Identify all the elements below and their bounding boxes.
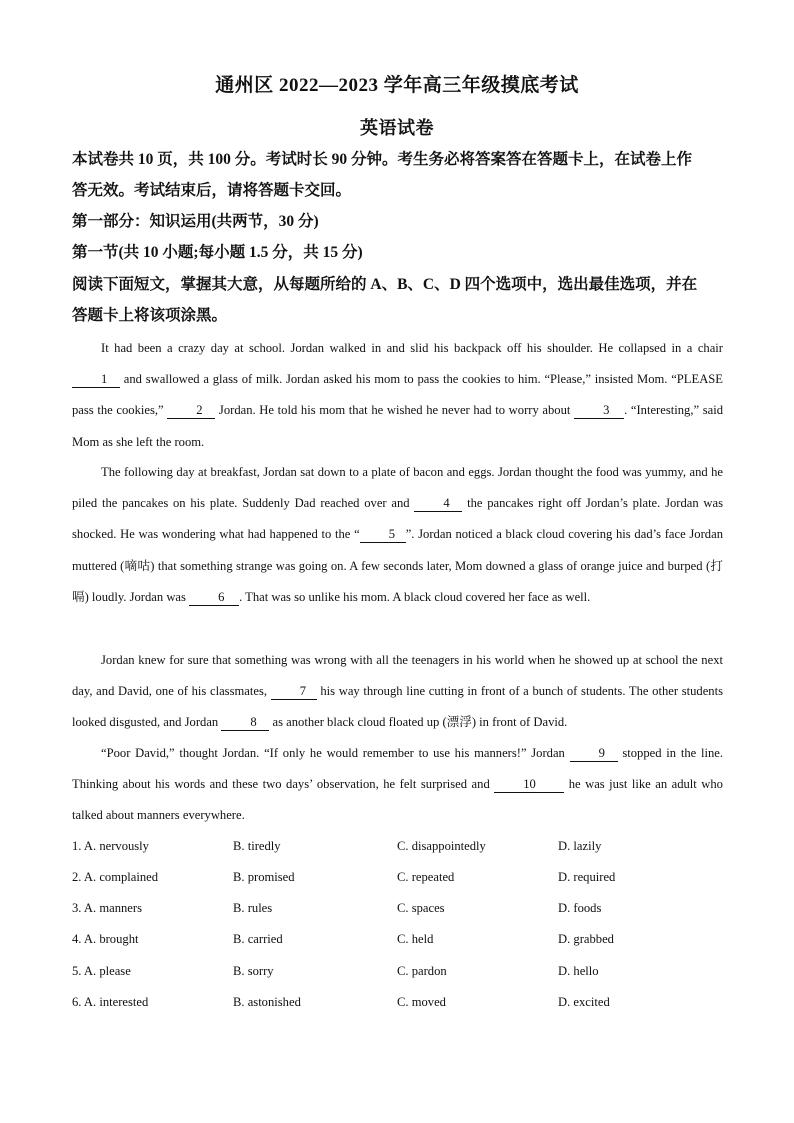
section-heading: 第一节(共 10 小题;每小题 1.5 分，共 15 分) — [72, 244, 363, 261]
blank-9[interactable]: 9 — [570, 745, 618, 762]
option-text: A. complained — [83, 870, 159, 884]
question-row — [72, 839, 732, 859]
question-2-option-c[interactable]: C. repeated — [397, 870, 455, 884]
part-heading: 第一部分：知识运用(共两节，30 分) — [72, 213, 319, 230]
exam-title: 通州区 2022—2023 学年高三年级摸底考试 — [215, 75, 579, 96]
question-number: 6. — [72, 995, 82, 1009]
blank-5[interactable]: 5 — [360, 526, 406, 543]
instruction-line-2: 答无效。考试结束后，请将答题卡交回。 — [72, 182, 352, 199]
blank-6[interactable]: 6 — [189, 589, 239, 606]
passage-text: ”. Jordan noticed a black cloud covering his dad’s face Jordan muttered (嘀咕) that something strange was going on. A few seconds later, Mom downed a glass of orange juice and burped (打嗝) loudly. Jordan was — [72, 527, 723, 604]
option-text: A. brought — [83, 932, 139, 946]
question-4-option-b[interactable]: B. carried — [233, 932, 283, 946]
question-3-option-c[interactable]: C. spaces — [397, 901, 445, 915]
instruction-line-1: 本试卷共 10 页，共 100 分。考试时长 90 分钟。考生务必将答案答在答题卡上，在试卷上作 — [72, 151, 693, 168]
passage-text: . That was so unlike his mom. A black cloud covered her face as well. — [239, 589, 591, 604]
question-1-option-b[interactable]: B. tiredly — [233, 839, 281, 853]
question-2-option-d[interactable]: D. required — [558, 870, 616, 884]
question-number: 3. — [72, 901, 82, 915]
question-number: 5. — [72, 964, 82, 978]
question-4-option-c[interactable]: C. held — [397, 932, 434, 946]
blank-3[interactable]: 3 — [574, 402, 624, 419]
passage-paragraph-2 — [72, 457, 723, 613]
question-3-option-a[interactable] — [72, 901, 142, 916]
question-1-option-c[interactable]: C. disappointedly — [397, 839, 486, 853]
question-6-option-a[interactable] — [72, 995, 148, 1010]
blank-10[interactable]: 10 — [494, 776, 564, 793]
passage-text: and swallowed a glass of milk. Jordan asked his mom to pass the cookies to him. “Please,” insisted Mom. “PLEASE pass the cookies,” — [72, 372, 723, 418]
blank-1[interactable]: 1 — [72, 371, 120, 388]
question-1-option-a[interactable] — [72, 839, 149, 854]
question-3-option-d[interactable]: D. foods — [558, 901, 602, 915]
passage-text: . “Interesting,” said Mom as she left the room. — [72, 403, 723, 449]
directions-line-2: 答题卡上将该项涂黑。 — [72, 307, 228, 324]
option-text: A. manners — [83, 901, 142, 915]
passage-paragraph-4 — [72, 738, 723, 832]
blank-8[interactable]: 8 — [221, 714, 269, 731]
question-row — [72, 932, 732, 952]
passage-text: “Poor David,” thought Jordan. “If only he would remember to use his manners!” Jordan — [101, 746, 570, 760]
passage-text: The following day at breakfast, Jordan sat down to a plate of bacon and eggs. Jordan thought the food was yummy, and he piled the pancakes on his plate. Suddenly Dad reached over and — [72, 465, 723, 511]
passage-text: It had been a crazy day at school. Jordan walked in and slid his backpack off his shoulder. He collapsed in a chair — [101, 341, 723, 355]
passage-text: as another black cloud floated up (漂浮) in front of David. — [269, 715, 568, 730]
question-5-option-d[interactable]: D. hello — [558, 964, 599, 978]
question-4-option-d[interactable]: D. grabbed — [558, 932, 614, 946]
question-6-option-c[interactable]: C. moved — [397, 995, 446, 1009]
blank-4[interactable]: 4 — [414, 495, 462, 512]
passage-paragraph-3 — [72, 645, 723, 739]
question-5-option-a[interactable] — [72, 964, 131, 979]
directions-line-1: 阅读下面短文，掌握其大意，从每题所给的 A、B、C、D 四个选项中，选出最佳选项，并在 — [72, 276, 698, 293]
option-text: A. nervously — [83, 839, 149, 853]
question-1-option-d[interactable]: D. lazily — [558, 839, 602, 853]
question-number: 4. — [72, 932, 82, 946]
passage-text: the pancakes right off Jordan’s plate. Jordan was shocked. He was wondering what had happened to the “ — [72, 496, 723, 542]
blank-2[interactable]: 2 — [167, 402, 215, 419]
passage-text: stopped in the line. Thinking about his words and these two days’ observation, he felt surprised and — [72, 746, 723, 792]
passage-text: he was just like an adult who talked about manners everywhere. — [72, 777, 723, 823]
question-row — [72, 870, 732, 890]
question-2-option-b[interactable]: B. promised — [233, 870, 295, 884]
passage-text: his way through line cutting in front of a bunch of students. The other students looked disgusted, and Jordan — [72, 684, 723, 730]
question-2-option-a[interactable] — [72, 870, 158, 885]
question-3-option-b[interactable]: B. rules — [233, 901, 273, 915]
passage-text: Jordan. He told his mom that he wished he never had to worry about — [215, 403, 575, 418]
question-number: 2. — [72, 870, 82, 884]
question-row — [72, 964, 732, 984]
question-row — [72, 995, 732, 1015]
question-6-option-d[interactable]: D. excited — [558, 995, 610, 1009]
question-row — [72, 901, 732, 921]
question-5-option-c[interactable]: C. pardon — [397, 964, 447, 978]
question-6-option-b[interactable]: B. astonished — [233, 995, 301, 1009]
option-text: A. interested — [83, 995, 149, 1009]
blank-7[interactable]: 7 — [271, 683, 317, 700]
option-text: A. please — [83, 964, 131, 978]
question-5-option-b[interactable]: B. sorry — [233, 964, 274, 978]
passage-text: Jordan knew for sure that something was wrong with all the teenagers in his world when he showed up at school the next day, and David, one of his classmates, — [72, 653, 723, 699]
passage-paragraph-1 — [72, 333, 723, 458]
subject-title: 英语试卷 — [360, 118, 434, 138]
question-number: 1. — [72, 839, 82, 853]
question-4-option-a[interactable] — [72, 932, 139, 947]
